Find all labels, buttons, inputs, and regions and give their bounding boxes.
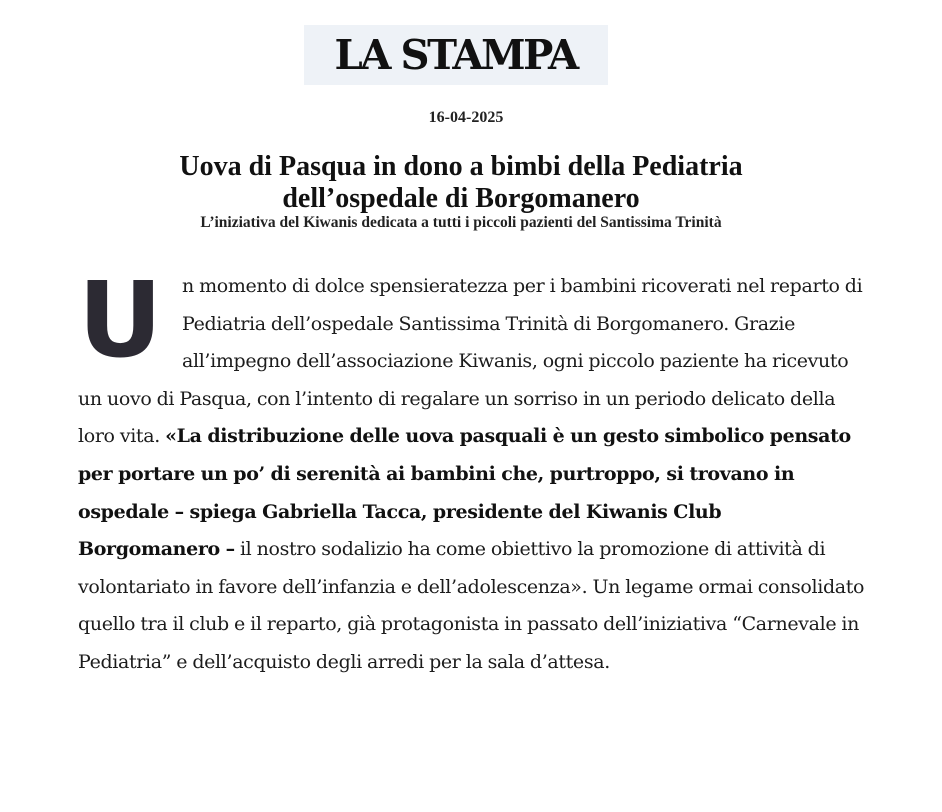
article-headline	[0, 151, 922, 215]
masthead-logo	[304, 25, 608, 85]
body-rest-text: il nostro sodalizio ha come obiettivo la promozione di attività di volontariato in favore dell’infanzia e dell’adolescenza». Un legame ormai consolidato quello tra il club e il reparto, già protagonista in passato dell’iniziativa “Carnevale in Pediatria” e dell’acquisto degli arredi per la sala d’attesa.	[78, 538, 865, 673]
article-subtitle: L’iniziativa del Kiwanis dedicata a tutti i piccoli pazienti del Santissima Trinità	[200, 214, 722, 231]
headline-line-1: Uova di Pasqua in dono a bimbi della Pediatria	[179, 151, 743, 182]
body-intro-text: n momento di dolce spensieratezza per i bambini ricoverati nel reparto di Pediatria dell’ospedale Santissima Trinità di Borgomanero. Grazie all’impegno dell’associazione Kiwanis, ogni piccolo paziente ha ricevuto un uovo di Pasqua, con l’intento di regalare un sorriso in un periodo delicato della loro vita.	[78, 275, 863, 448]
article-body	[78, 259, 868, 682]
masthead-logo-text: LA STAMPA	[334, 30, 578, 79]
headline-line-2: dell’ospedale di Borgomanero	[282, 183, 640, 214]
article-date: 16-04-2025	[428, 109, 504, 126]
body-quote-text: «La distribuzione delle uova pasquali è un gesto simbolico pensato per portare un po’ di serenità ai bambini che, purtroppo, si trovano in ospedale – spiega Gabriella Tacca, presidente del Kiwanis Club Borgomanero –	[78, 425, 851, 561]
drop-cap: U	[78, 259, 163, 381]
